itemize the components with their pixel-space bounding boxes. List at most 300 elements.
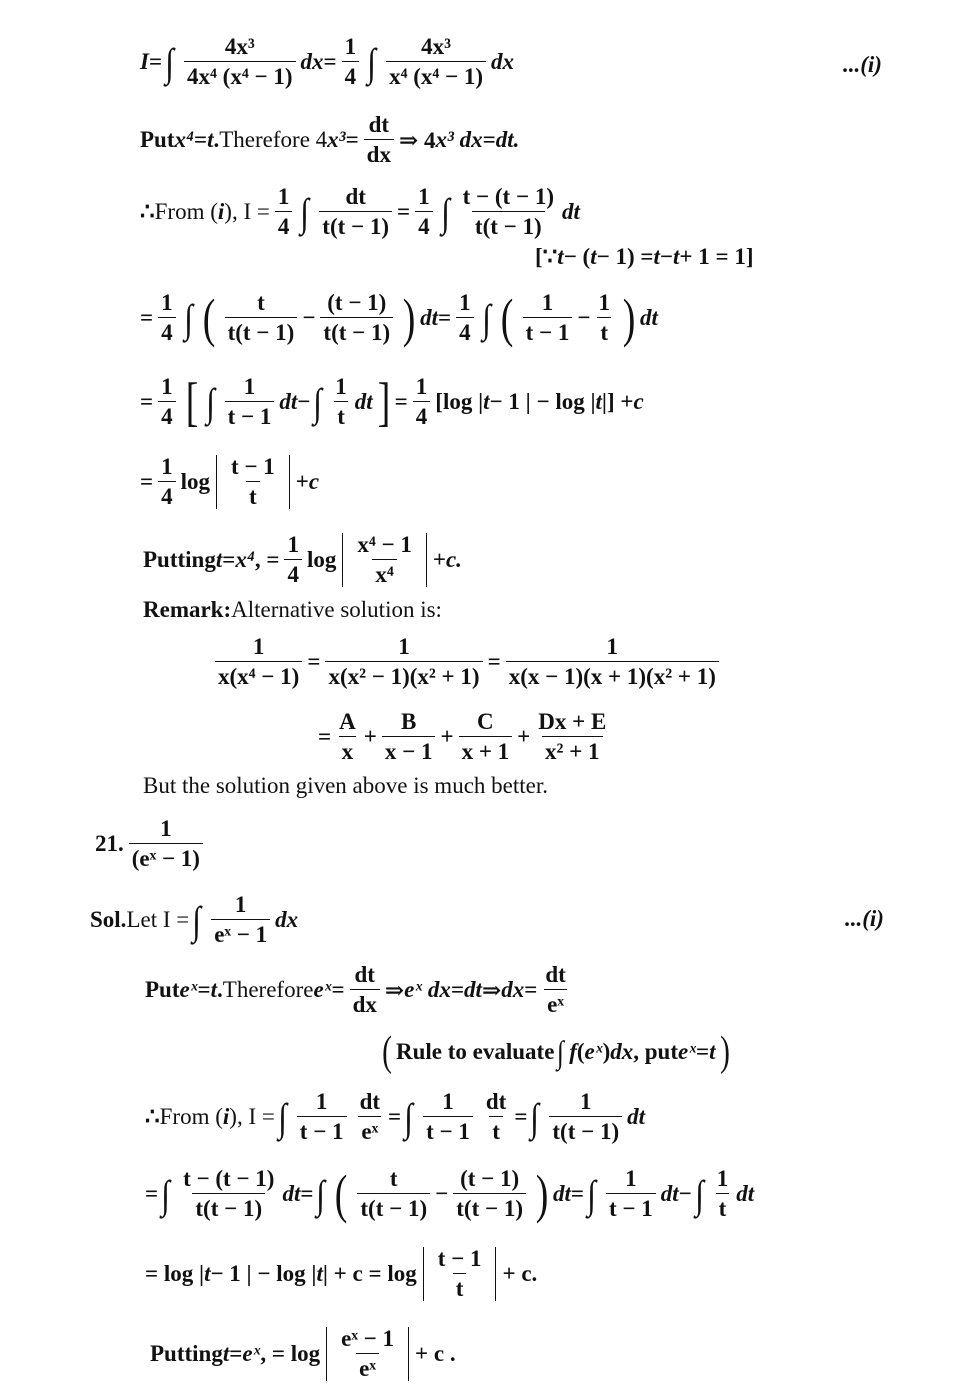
denominator: x − 1 bbox=[382, 736, 436, 765]
text: − 1 | − log | bbox=[210, 1261, 317, 1286]
text: = bbox=[438, 305, 452, 330]
delimiter: ( bbox=[500, 288, 513, 348]
text: − 1 | − log | bbox=[489, 389, 596, 414]
denominator: 4 bbox=[456, 317, 474, 346]
text: − bbox=[435, 1181, 449, 1206]
numerator: 1 bbox=[625, 1166, 637, 1191]
text: = bbox=[300, 1181, 314, 1206]
partial-fraction-line-2 bbox=[318, 705, 614, 769]
text: − bbox=[302, 305, 316, 330]
numerator: x⁴ − 1 bbox=[357, 532, 412, 557]
text: log bbox=[306, 547, 337, 572]
absolute-value-bar bbox=[216, 455, 217, 509]
text: = bbox=[194, 127, 208, 152]
text: = bbox=[331, 977, 345, 1002]
fraction bbox=[606, 1166, 656, 1222]
fraction bbox=[714, 1166, 732, 1222]
text: = log | bbox=[145, 1261, 205, 1286]
numerator: 1 bbox=[161, 454, 173, 479]
text: , = bbox=[254, 547, 280, 572]
math-text: t bbox=[215, 547, 223, 572]
text: , = log bbox=[260, 1341, 321, 1366]
math-text: ...(i) bbox=[845, 906, 884, 931]
text: Let I = bbox=[126, 907, 190, 932]
delimiter: ( bbox=[202, 288, 215, 348]
math-text: dt bbox=[552, 1181, 571, 1206]
math-text: dt bbox=[464, 977, 482, 1002]
text: = bbox=[394, 389, 408, 414]
numerator: 1 bbox=[606, 634, 619, 659]
integral-sign: ∫ bbox=[300, 189, 310, 235]
text: − bbox=[577, 305, 591, 330]
numerator: t bbox=[389, 1166, 398, 1191]
denominator: eˣ bbox=[358, 1116, 381, 1145]
note-bracket bbox=[535, 244, 753, 270]
text: = bbox=[307, 649, 321, 674]
numerator: 1 bbox=[160, 816, 172, 841]
numerator: 1 bbox=[243, 374, 256, 399]
fraction bbox=[320, 290, 393, 346]
fraction bbox=[506, 634, 719, 690]
fraction bbox=[129, 816, 203, 872]
denominator: t bbox=[453, 1273, 467, 1302]
math-text: t bbox=[557, 244, 564, 269]
math-text: I bbox=[140, 49, 149, 74]
integral-sign: ∫ bbox=[530, 1094, 540, 1140]
numerator: dt bbox=[354, 962, 375, 987]
denominator: t − 1 bbox=[606, 1193, 656, 1222]
text: = bbox=[397, 199, 411, 224]
text: − bbox=[678, 1181, 692, 1206]
denominator: t(t − 1) bbox=[472, 211, 545, 240]
numerator: (t − 1) bbox=[460, 1166, 520, 1191]
text: = bbox=[318, 724, 332, 749]
denominator: x + 1 bbox=[459, 736, 513, 765]
denominator: t(t − 1) bbox=[225, 317, 298, 346]
denominator: t(t − 1) bbox=[357, 1193, 430, 1222]
text: [∵ bbox=[535, 244, 558, 269]
delimiter: ( bbox=[382, 1029, 392, 1075]
text: . bbox=[213, 127, 220, 152]
math-text: t bbox=[595, 389, 602, 414]
math-text: c. bbox=[445, 547, 462, 572]
text: + 1 = 1] bbox=[679, 244, 754, 269]
text: , put bbox=[633, 1039, 678, 1064]
denominator: x bbox=[339, 736, 357, 765]
text: From ( bbox=[154, 199, 218, 224]
denominator: t − 1 bbox=[523, 317, 573, 346]
text: = bbox=[524, 977, 538, 1002]
delimiter: ] bbox=[377, 372, 390, 432]
text: − 1) = bbox=[596, 244, 654, 269]
fraction bbox=[228, 454, 278, 510]
math-text: t bbox=[210, 977, 218, 1002]
denominator: 4 bbox=[342, 61, 360, 90]
integral-sign: ∫ bbox=[440, 189, 450, 235]
text: − bbox=[297, 389, 311, 414]
math-text: dt bbox=[561, 199, 580, 224]
fraction bbox=[275, 184, 293, 240]
math-text: c bbox=[633, 389, 644, 414]
numerator: 1 bbox=[335, 374, 347, 399]
fraction bbox=[158, 290, 176, 346]
delimiter: ( bbox=[335, 1164, 348, 1224]
math-text: eˣ bbox=[677, 1039, 697, 1064]
denominator: 4x⁴ (x⁴ − 1) bbox=[184, 61, 295, 90]
delimiter: ) bbox=[622, 288, 636, 348]
denominator: x(x − 1)(x + 1)(x² + 1) bbox=[506, 661, 719, 690]
fraction bbox=[350, 962, 380, 1018]
math-text: c bbox=[308, 469, 320, 494]
numerator: 1 bbox=[398, 634, 410, 659]
denominator: t(t − 1) bbox=[549, 1116, 622, 1145]
math-text: t bbox=[316, 1261, 323, 1286]
text: ( bbox=[576, 1039, 585, 1064]
text: + c . bbox=[415, 1341, 456, 1366]
text: + bbox=[295, 469, 309, 494]
text: = bbox=[696, 1039, 710, 1064]
fraction bbox=[354, 532, 415, 588]
numerator: 1 bbox=[161, 374, 173, 399]
denominator: eˣ − 1 bbox=[211, 919, 270, 948]
denominator: t bbox=[489, 1116, 503, 1145]
equation-line-18 bbox=[145, 1242, 537, 1306]
text: ∴ bbox=[140, 199, 155, 224]
fraction bbox=[297, 1089, 347, 1145]
text: = bbox=[148, 49, 163, 74]
numerator: 1 bbox=[541, 290, 554, 315]
text: = bbox=[140, 389, 154, 414]
numerator: 1 bbox=[415, 374, 428, 399]
denominator: 4 bbox=[158, 481, 176, 510]
fraction bbox=[215, 634, 302, 690]
denominator: 4 bbox=[158, 317, 176, 346]
text: Therefore 4 bbox=[219, 127, 328, 152]
text: − bbox=[659, 244, 673, 269]
denominator: 4 bbox=[284, 559, 302, 588]
text: ⇒ bbox=[481, 977, 502, 1003]
text: From ( bbox=[159, 1104, 223, 1129]
text: Sol. bbox=[90, 907, 127, 932]
text: − ( bbox=[563, 244, 591, 269]
math-text: i bbox=[217, 199, 225, 224]
text: = bbox=[140, 469, 154, 494]
text: = bbox=[222, 547, 236, 572]
math-text: ...(i) bbox=[843, 52, 882, 77]
text: Therefore bbox=[222, 977, 314, 1002]
fraction bbox=[453, 1166, 526, 1222]
text: + c. bbox=[502, 1261, 538, 1286]
text: = bbox=[570, 1181, 584, 1206]
fraction bbox=[595, 290, 613, 346]
text: + bbox=[432, 547, 446, 572]
numerator: t − (t − 1) bbox=[183, 1166, 275, 1191]
numerator: C bbox=[477, 709, 494, 734]
numerator: A bbox=[339, 709, 356, 734]
substitution-line bbox=[140, 108, 519, 172]
math-text: dx bbox=[491, 49, 515, 74]
text: log bbox=[180, 469, 210, 494]
numerator: Dx + E bbox=[538, 709, 607, 734]
text: = bbox=[345, 127, 359, 152]
equation-label-i bbox=[843, 40, 882, 90]
numerator: 1 bbox=[277, 184, 290, 209]
numerator: 1 bbox=[716, 1166, 729, 1191]
integral-sign: ∫ bbox=[316, 1171, 326, 1217]
integral-sign: ∫ bbox=[205, 379, 215, 425]
math-text: t bbox=[672, 244, 680, 269]
integral-sign: ∫ bbox=[277, 1094, 287, 1140]
denominator: dx bbox=[364, 139, 394, 168]
equation-line-5 bbox=[140, 370, 644, 434]
denominator: t bbox=[597, 317, 611, 346]
remark-conclusion bbox=[143, 773, 548, 799]
problem-21 bbox=[95, 812, 208, 876]
math-text: t bbox=[207, 127, 214, 152]
fraction bbox=[382, 709, 436, 765]
integral-sign: ∫ bbox=[481, 295, 491, 341]
text: = bbox=[197, 977, 211, 1002]
equation-label-i-2 bbox=[845, 904, 884, 934]
text: But the solution given above is much better. bbox=[143, 773, 548, 798]
denominator: t(t − 1) bbox=[319, 211, 392, 240]
absolute-value-bar bbox=[495, 1247, 496, 1301]
math-text: x³ bbox=[327, 127, 346, 152]
math-text: dt bbox=[279, 389, 298, 414]
absolute-value-bar bbox=[342, 533, 343, 587]
denominator: x(x⁴ − 1) bbox=[215, 661, 302, 690]
fraction bbox=[460, 184, 557, 240]
numerator: t − (t − 1) bbox=[462, 184, 554, 209]
equation-line-4 bbox=[140, 286, 658, 350]
denominator: t bbox=[246, 481, 260, 510]
text: Put bbox=[140, 127, 175, 152]
equation-line-16 bbox=[145, 1085, 645, 1149]
math-text: eˣ bbox=[313, 977, 332, 1002]
numerator: 1 bbox=[315, 1089, 328, 1114]
integral-sign: ∫ bbox=[587, 1171, 596, 1217]
math-text: t bbox=[709, 1039, 716, 1064]
text: ), I = bbox=[224, 199, 270, 224]
denominator: 4 bbox=[413, 401, 431, 430]
text: = bbox=[145, 1181, 159, 1206]
denominator: x² + 1 bbox=[542, 736, 603, 765]
fraction bbox=[284, 532, 302, 588]
math-text: dt bbox=[660, 1181, 679, 1206]
denominator: t(t − 1) bbox=[320, 317, 393, 346]
text: = bbox=[482, 127, 496, 152]
rule-note bbox=[378, 1020, 734, 1084]
fraction bbox=[325, 634, 482, 690]
text: + bbox=[517, 724, 531, 749]
equation-line-1 bbox=[140, 30, 514, 94]
fraction bbox=[332, 374, 350, 430]
equation-line-6 bbox=[140, 450, 319, 514]
math-text: eˣ bbox=[179, 977, 198, 1002]
denominator: x⁴ (x⁴ − 1) bbox=[386, 61, 486, 90]
denominator: t bbox=[334, 401, 348, 430]
text: = bbox=[140, 305, 154, 330]
numerator: (t − 1) bbox=[327, 290, 387, 315]
fraction bbox=[542, 962, 568, 1018]
math-text: t bbox=[204, 1261, 211, 1286]
numerator: 1 bbox=[252, 634, 265, 659]
numerator: dt bbox=[359, 1089, 381, 1114]
math-text: dt. bbox=[495, 127, 520, 152]
math-text: dt bbox=[736, 1181, 755, 1206]
fraction bbox=[535, 709, 609, 765]
numerator: 1 bbox=[459, 290, 471, 315]
numerator: 1 bbox=[234, 892, 247, 917]
absolute-value-bar bbox=[408, 1327, 409, 1381]
fraction bbox=[338, 1326, 397, 1382]
numerator: t − 1 bbox=[437, 1246, 482, 1271]
fraction bbox=[342, 34, 360, 90]
fraction bbox=[319, 184, 392, 240]
numerator: B bbox=[400, 709, 417, 734]
denominator: (eˣ − 1) bbox=[129, 843, 203, 872]
denominator: dx bbox=[350, 989, 380, 1018]
text: Rule to evaluate bbox=[396, 1039, 555, 1064]
integral-sign: ∫ bbox=[183, 295, 193, 341]
delimiter: [ bbox=[185, 372, 198, 432]
math-text: t bbox=[653, 244, 660, 269]
fraction bbox=[549, 1089, 622, 1145]
math-text: dt bbox=[639, 305, 658, 330]
fraction bbox=[386, 34, 486, 90]
numerator: dt bbox=[485, 1089, 507, 1114]
fraction bbox=[180, 1166, 277, 1222]
math-text: t bbox=[222, 1341, 230, 1366]
fraction bbox=[435, 1246, 485, 1302]
math-text: t bbox=[483, 389, 490, 414]
numerator: 4x³ bbox=[421, 34, 452, 59]
text: Putting bbox=[150, 1341, 223, 1366]
denominator: eˣ bbox=[544, 989, 567, 1018]
denominator: x(x² − 1)(x² + 1) bbox=[325, 661, 482, 690]
denominator: x⁴ bbox=[372, 559, 396, 588]
math-text: dx bbox=[300, 49, 324, 74]
denominator: 4 bbox=[275, 211, 293, 240]
text: Put bbox=[145, 977, 180, 1002]
fraction bbox=[483, 1089, 509, 1145]
integral-sign: ∫ bbox=[694, 1171, 704, 1217]
text: = bbox=[514, 1104, 528, 1129]
fraction bbox=[456, 290, 474, 346]
denominator: t − 1 bbox=[423, 1116, 473, 1145]
numerator: t − 1 bbox=[231, 454, 275, 479]
text: Alternative solution is: bbox=[231, 597, 442, 622]
integral-sign: ∫ bbox=[165, 39, 174, 85]
fraction bbox=[364, 112, 394, 168]
denominator: 4 bbox=[415, 211, 433, 240]
numerator: 1 bbox=[161, 290, 173, 315]
numerator: dt bbox=[345, 184, 366, 209]
text: [log | bbox=[435, 389, 484, 414]
numerator: t bbox=[257, 290, 265, 315]
text: + bbox=[440, 724, 454, 749]
fraction bbox=[459, 709, 513, 765]
math-text: dt bbox=[354, 389, 373, 414]
text: Remark: bbox=[143, 597, 232, 622]
result-line bbox=[143, 528, 462, 592]
text: + bbox=[363, 724, 377, 749]
integral-sign: ∫ bbox=[161, 1171, 170, 1217]
fraction bbox=[523, 290, 573, 346]
fraction bbox=[225, 290, 298, 346]
integral-sign: ∫ bbox=[313, 379, 323, 425]
text: |] + bbox=[601, 389, 634, 414]
numerator: 1 bbox=[580, 1089, 592, 1114]
math-text: eˣ bbox=[242, 1341, 261, 1366]
result-line-2 bbox=[150, 1322, 456, 1386]
fraction bbox=[357, 1166, 430, 1222]
delimiter: ) bbox=[535, 1164, 549, 1224]
text: 21. bbox=[95, 831, 124, 856]
math-text: x³ dx bbox=[435, 127, 483, 152]
text: = bbox=[388, 1104, 402, 1129]
numerator: dt bbox=[368, 112, 390, 137]
delimiter: ) bbox=[402, 288, 416, 348]
text: Putting bbox=[143, 547, 216, 572]
math-text: dt bbox=[627, 1104, 646, 1129]
fraction bbox=[413, 374, 431, 430]
denominator: eˣ bbox=[356, 1353, 379, 1382]
solution-start bbox=[90, 888, 298, 952]
math-text: x⁴ bbox=[174, 127, 194, 152]
math-text: f bbox=[569, 1039, 577, 1064]
absolute-value-bar bbox=[426, 533, 427, 587]
numerator: 1 bbox=[418, 184, 430, 209]
numerator: eˣ − 1 bbox=[341, 1326, 395, 1351]
text: ), I = bbox=[229, 1104, 275, 1129]
partial-fraction-line-1 bbox=[210, 630, 724, 694]
text: = bbox=[450, 977, 465, 1002]
text: = bbox=[323, 49, 337, 74]
math-text: eˣ dx bbox=[404, 977, 451, 1002]
numerator: 1 bbox=[287, 532, 299, 557]
text: = bbox=[229, 1341, 243, 1366]
math-text: i bbox=[222, 1104, 230, 1129]
absolute-value-bar bbox=[423, 1247, 424, 1301]
math-text: t bbox=[590, 244, 597, 269]
fraction bbox=[415, 184, 433, 240]
denominator: t − 1 bbox=[297, 1116, 347, 1145]
numerator: dt bbox=[545, 962, 566, 987]
numerator: 1 bbox=[344, 34, 357, 59]
math-text: dt bbox=[420, 305, 439, 330]
fraction bbox=[423, 1089, 473, 1145]
denominator: t(t − 1) bbox=[192, 1193, 265, 1222]
denominator: t − 1 bbox=[225, 401, 275, 430]
math-text: x⁴ bbox=[235, 547, 255, 572]
equation-line-3 bbox=[140, 180, 580, 244]
denominator: 4 bbox=[158, 401, 176, 430]
text: | + c = log bbox=[322, 1261, 417, 1286]
numerator: 1 bbox=[598, 290, 610, 315]
delimiter: ) bbox=[719, 1029, 730, 1075]
math-text: dx bbox=[610, 1039, 634, 1064]
numerator: 1 bbox=[442, 1089, 454, 1114]
math-text: dt bbox=[282, 1181, 301, 1206]
integral-sign: ∫ bbox=[404, 1094, 413, 1140]
math-text: dx bbox=[501, 977, 525, 1002]
integral-sign: ∫ bbox=[367, 39, 376, 85]
fraction bbox=[336, 709, 359, 765]
fraction bbox=[357, 1089, 383, 1145]
substitution-line-2 bbox=[145, 958, 574, 1022]
text: ) bbox=[602, 1039, 611, 1064]
